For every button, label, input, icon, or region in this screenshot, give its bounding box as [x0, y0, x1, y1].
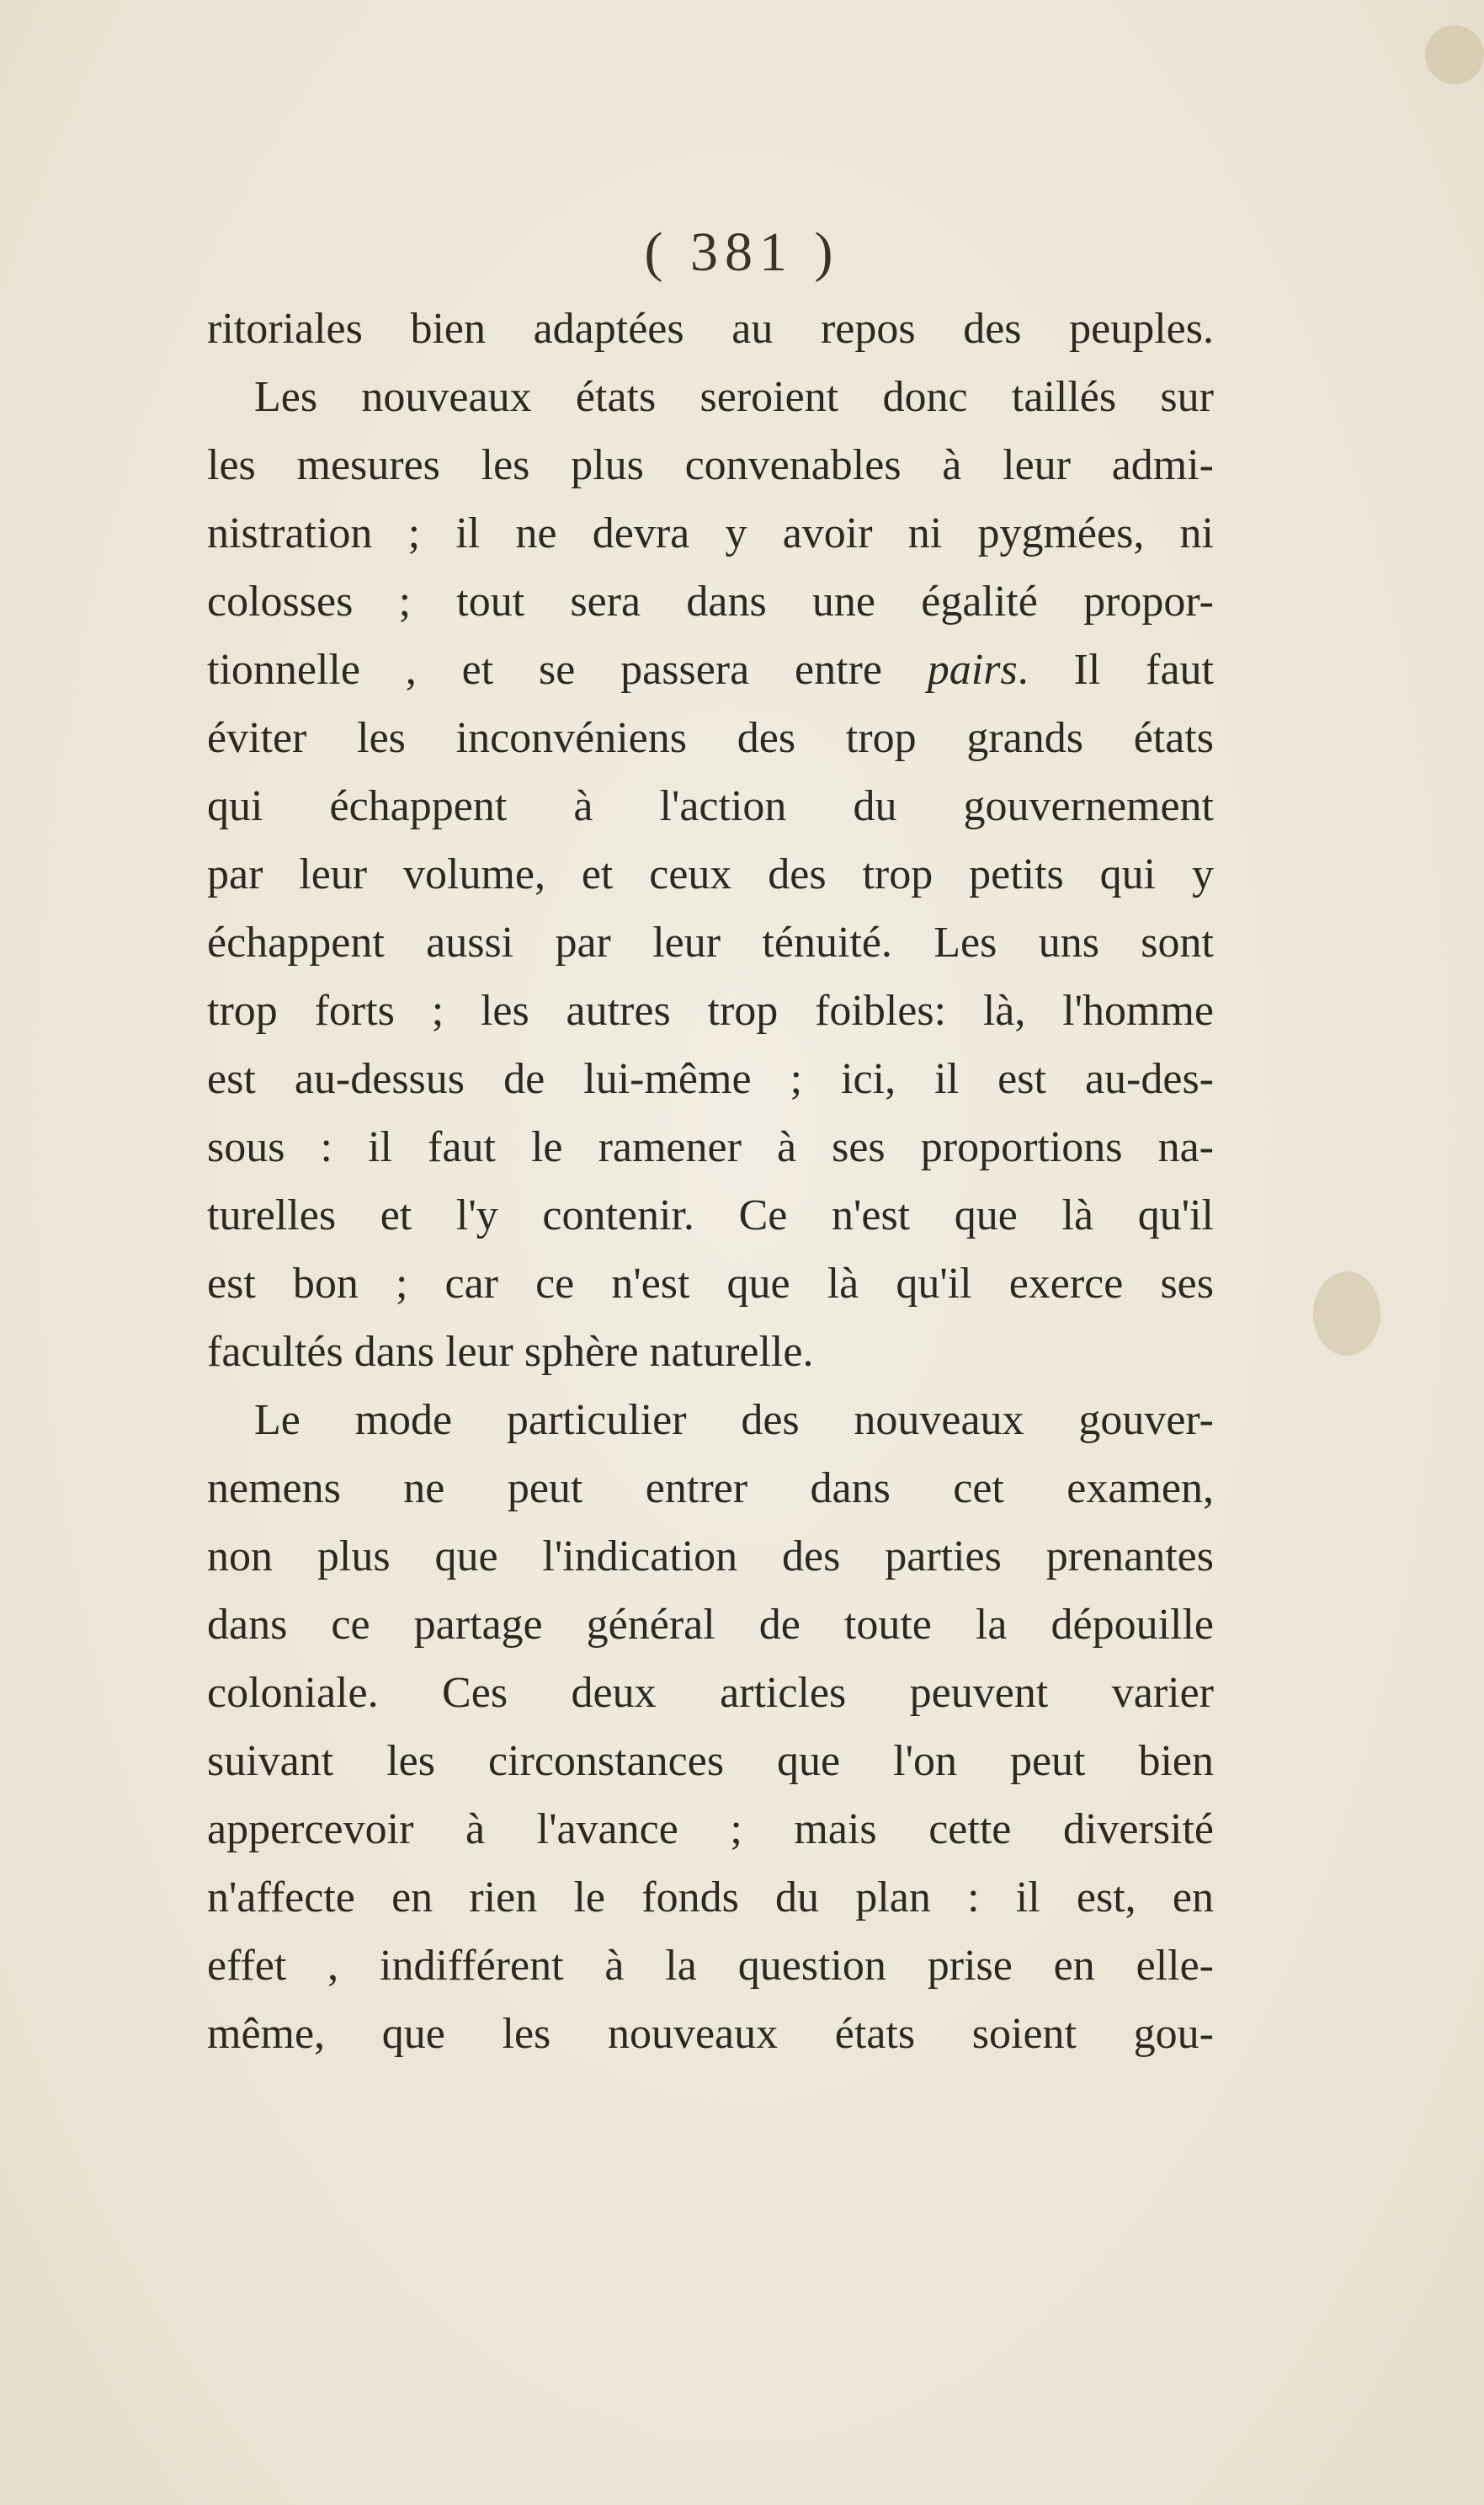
text-line: colosses ; tout sera dans une égalité propor- — [207, 578, 1214, 626]
paper-stain — [1425, 25, 1484, 84]
text-line: nistration ; il ne devra y avoir ni pygmées, ni — [207, 509, 1214, 557]
text-line: ritoriales bien adaptées au repos des peuples. — [207, 305, 1214, 353]
paragraph-end-line: facultés dans leur sphère naturelle. — [207, 1328, 814, 1376]
text-line: même, que les nouveaux états soient gou- — [207, 2010, 1214, 2058]
text-line: non plus que l'indication des parties prenantes — [207, 1532, 1214, 1580]
paragraph-start-line: Les nouveaux états seroient donc taillés sur — [254, 373, 1214, 421]
text-line: effet , indifférent à la question prise en elle- — [207, 1942, 1214, 1990]
emphasized-word: pairs — [927, 646, 1018, 694]
text-line: n'affecte en rien le fonds du plan : il est, en — [207, 1873, 1214, 1921]
text-line: tionnelle , et se passera entre pairs. Il faut — [207, 646, 1215, 694]
body-text — [207, 295, 1214, 2068]
text-line: est bon ; car ce n'est que là qu'il exerce ses — [207, 1260, 1214, 1308]
text-line: suivant les circonstances que l'on peut bien — [207, 1737, 1214, 1785]
text-line: trop forts ; les autres trop foibles: là, l'homme — [207, 987, 1214, 1035]
text-line: les mesures les plus convenables à leur admi- — [207, 441, 1214, 489]
text-line: dans ce partage général de toute la dépouille — [207, 1601, 1214, 1649]
paper-stain — [1313, 1271, 1380, 1356]
text-line: turelles et l'y contenir. Ce n'est que là qu'il — [207, 1191, 1214, 1239]
text-line: coloniale. Ces deux articles peuvent varier — [207, 1669, 1214, 1717]
text-line: qui échappent à l'action du gouvernement — [207, 782, 1214, 830]
text-line: nemens ne peut entrer dans cet examen, — [207, 1464, 1214, 1512]
text-line: éviter les inconvéniens des trop grands états — [207, 714, 1214, 762]
paragraph-start-line: Le mode particulier des nouveaux gouver- — [254, 1396, 1214, 1444]
text-line: est au-dessus de lui-même ; ici, il est au-des- — [207, 1055, 1214, 1103]
text-line: sous : il faut le ramener à ses proportions na- — [207, 1123, 1214, 1171]
text-line: appercevoir à l'avance ; mais cette diversité — [207, 1805, 1214, 1853]
page-number: ( 381 ) — [644, 221, 840, 283]
text-line: échappent aussi par leur ténuité. Les uns sont — [207, 919, 1214, 967]
text-line: par leur volume, et ceux des trop petits qui y — [207, 850, 1214, 898]
